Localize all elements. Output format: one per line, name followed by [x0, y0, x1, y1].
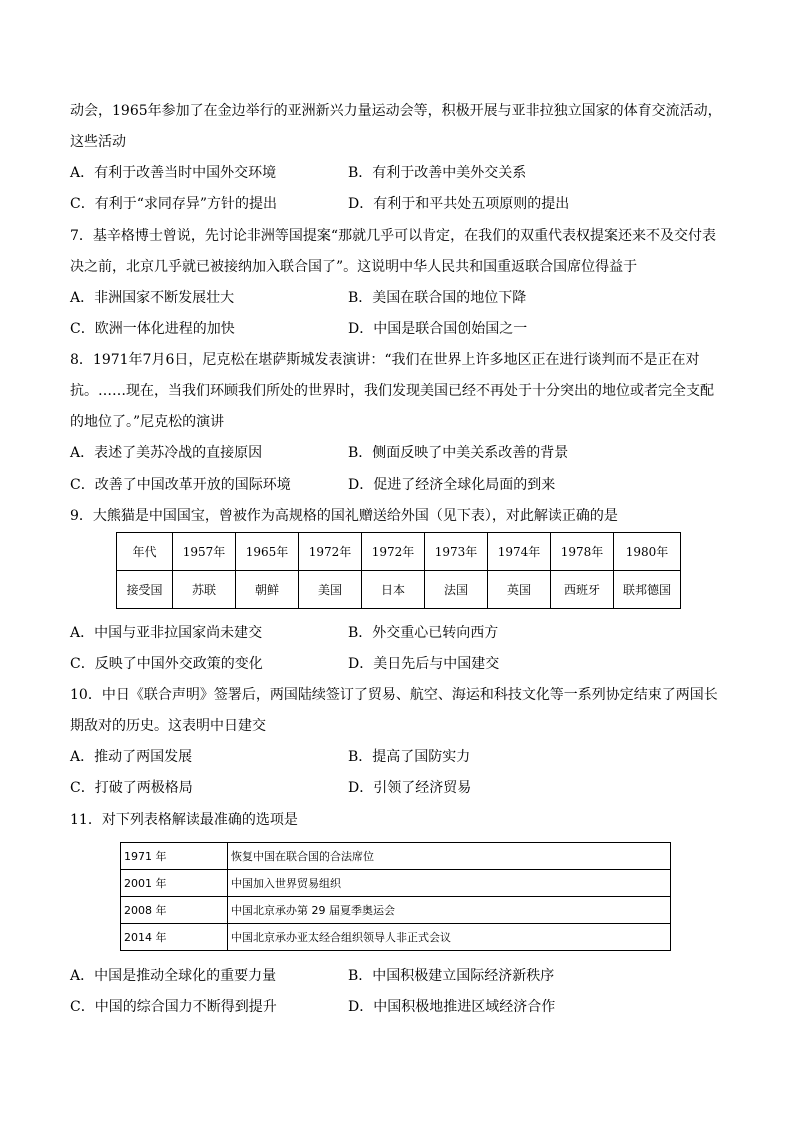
table-cell: 苏联 [173, 571, 236, 609]
q9-option-c[interactable]: C．反映了中国外交政策的变化 [70, 656, 263, 672]
table-cell: 1980年 [614, 533, 681, 571]
q7-option-b[interactable]: B．美国在联合国的地位下降 [348, 290, 527, 306]
table-cell-year: 2008 年 [121, 897, 228, 924]
q10-option-b[interactable]: B．提高了国防实力 [348, 749, 471, 765]
q9-stem-line1: 9．大熊猫是中国国宝，曾被作为高规格的国礼赠送给外国（见下表），对此解读正确的是 [70, 508, 618, 524]
table-cell: 美国 [299, 571, 362, 609]
q10-stem-line2: 期敌对的历史。这表明中日建交 [70, 718, 266, 734]
q6-option-c[interactable]: C．有利于“求同存异”方针的提出 [70, 196, 278, 212]
q10-option-a[interactable]: A．推动了两国发展 [70, 749, 193, 765]
table-cell: 年代 [117, 533, 173, 571]
table-cell: 接受国 [117, 571, 173, 609]
q8-option-a[interactable]: A．表述了美苏冷战的直接原因 [70, 445, 263, 461]
q11-stem-line1: 11．对下列表格解读最准确的选项是 [70, 812, 298, 828]
q7-stem-line1: 7．基辛格博士曾说，先讨论非洲等国提案“那就几乎可以肯定，在我们的双重代表权提案还来不及交付表 [70, 228, 717, 244]
table-cell: 朝鲜 [236, 571, 299, 609]
q8-stem-line3: 的地位了。”尼克松的演讲 [70, 414, 225, 430]
table-cell: 1973年 [425, 533, 488, 571]
events-table [120, 842, 671, 951]
q8-option-b[interactable]: B．侧面反映了中美关系改善的背景 [348, 445, 569, 461]
table-cell-event: 中国加入世界贸易组织 [228, 870, 671, 897]
table-row [121, 897, 671, 924]
table-cell: 日本 [362, 571, 425, 609]
q6-option-b[interactable]: B．有利于改善中美外交关系 [348, 165, 527, 181]
table-cell: 1957年 [173, 533, 236, 571]
q8-stem-line1: 8．1971年7月6日，尼克松在堪萨斯城发表演讲：“我们在世界上许多地区正在进行谈判而不是正在对 [70, 352, 700, 368]
table-cell-event: 中国北京承办亚太经合组织领导人非正式会议 [228, 924, 671, 951]
q11-option-c[interactable]: C．中国的综合国力不断得到提升 [70, 999, 277, 1015]
table-cell: 1972年 [362, 533, 425, 571]
table-cell: 1972年 [299, 533, 362, 571]
q8-option-d[interactable]: D．促进了经济全球化局面的到来 [348, 477, 556, 493]
table-cell-year: 2014 年 [121, 924, 228, 951]
table-cell-year: 2001 年 [121, 870, 228, 897]
table-cell: 1965年 [236, 533, 299, 571]
q10-stem-line1: 10．中日《联合声明》签署后，两国陆续签订了贸易、航空、海运和科技文化等一系列协定结束了两国长 [70, 687, 718, 703]
q9-option-a[interactable]: A．中国与亚非拉国家尚未建交 [70, 625, 263, 641]
table-cell: 联邦德国 [614, 571, 681, 609]
q8-option-c[interactable]: C．改善了中国改革开放的国际环境 [70, 477, 291, 493]
table-cell: 西班牙 [551, 571, 614, 609]
table-cell: 法国 [425, 571, 488, 609]
q11-option-a[interactable]: A．中国是推动全球化的重要力量 [70, 968, 277, 984]
q10-option-c[interactable]: C．打破了两极格局 [70, 780, 193, 796]
table-cell-event: 恢复中国在联合国的合法席位 [228, 843, 671, 870]
panda-gift-table [116, 532, 681, 609]
q7-option-c[interactable]: C．欧洲一体化进程的加快 [70, 321, 235, 337]
q8-stem-line2: 抗。……现在，当我们环顾我们所处的世界时，我们发现美国已经不再处于十分突出的地位或者完全支配 [70, 383, 714, 399]
table-cell: 1974年 [488, 533, 551, 571]
q10-option-d[interactable]: D．引领了经济贸易 [348, 780, 472, 796]
q9-option-d[interactable]: D．美日先后与中国建交 [348, 656, 500, 672]
table-row [121, 870, 671, 897]
q7-option-d[interactable]: D．中国是联合国创始国之一 [348, 321, 528, 337]
table-row [121, 843, 671, 870]
q6-stem-line2: 这些活动 [70, 134, 126, 150]
table-cell: 1978年 [551, 533, 614, 571]
q6-option-a[interactable]: A．有利于改善当时中国外交环境 [70, 165, 277, 181]
table-cell: 英国 [488, 571, 551, 609]
table-row [117, 533, 681, 571]
q11-option-b[interactable]: B．中国积极建立国际经济新秩序 [348, 968, 555, 984]
q7-option-a[interactable]: A．非洲国家不断发展壮大 [70, 290, 235, 306]
q9-option-b[interactable]: B．外交重心已转向西方 [348, 625, 499, 641]
table-cell-event: 中国北京承办第 29 届夏季奥运会 [228, 897, 671, 924]
q6-stem-line1: 动会，1965年参加了在金边举行的亚洲新兴力量运动会等，积极开展与亚非拉独立国家的体育交流活动， [70, 103, 722, 119]
q11-option-d[interactable]: D．中国积极地推进区域经济合作 [348, 999, 556, 1015]
q6-option-d[interactable]: D．有利于和平共处五项原则的提出 [348, 196, 570, 212]
table-row [117, 571, 681, 609]
q7-stem-line2: 决之前，北京几乎就已被接纳加入联合国了”。这说明中华人民共和国重返联合国席位得益于 [70, 259, 638, 275]
table-cell-year: 1971 年 [121, 843, 228, 870]
table-row [121, 924, 671, 951]
